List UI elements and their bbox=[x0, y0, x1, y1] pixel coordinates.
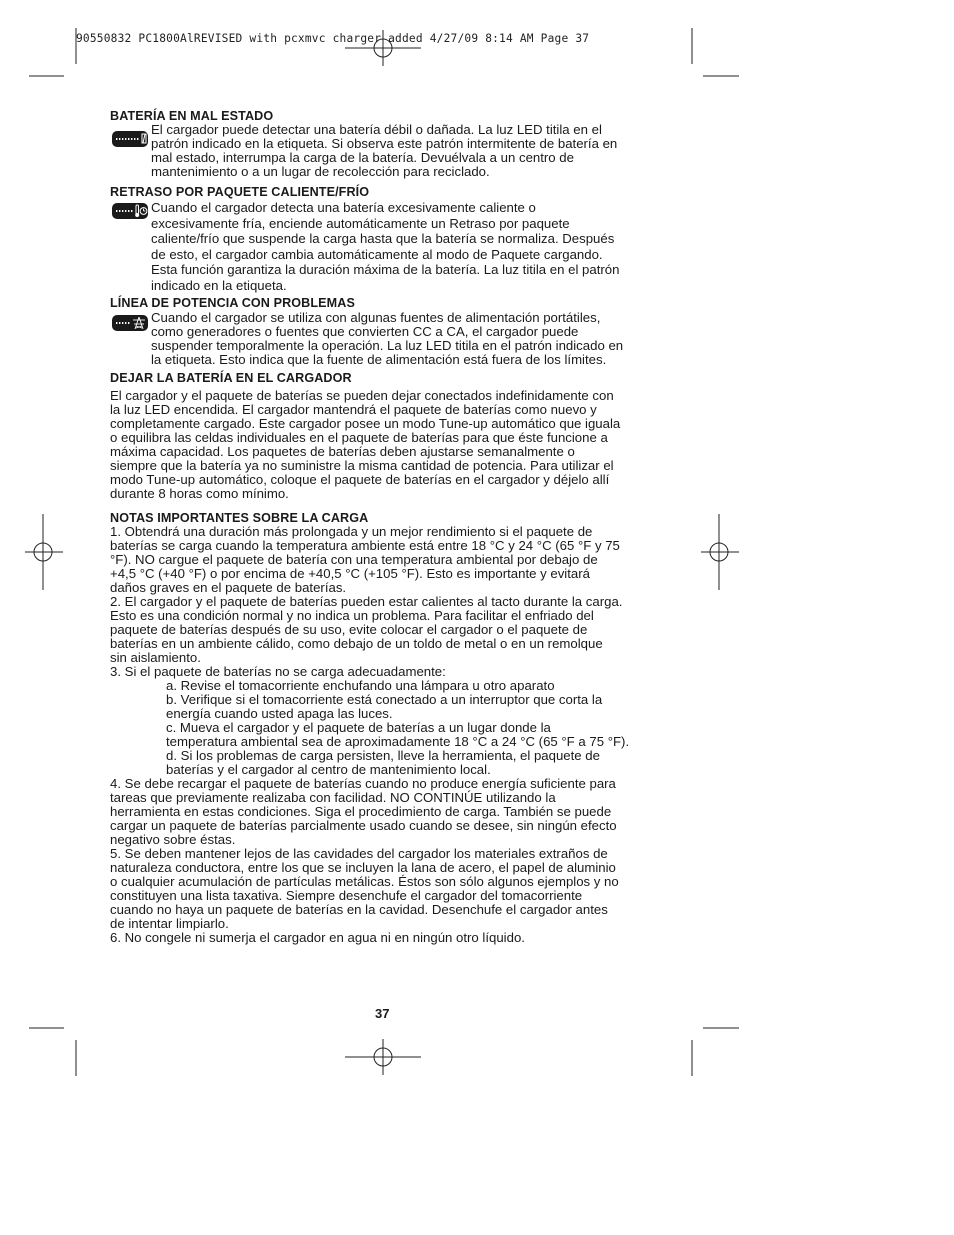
text-line: máxima capacidad. Los paquetes de baterías deben ajustarse semanalmente o bbox=[110, 444, 575, 459]
important-notes-items-1-3 bbox=[110, 525, 622, 679]
heading-bad-battery: BATERÍA EN MAL ESTADO bbox=[110, 109, 274, 123]
text-line: baterías se carga cuando la temperatura ambiente está entre 18 °C y 24 °C (65 °F y 75 bbox=[110, 538, 620, 553]
problem-power-line-text bbox=[151, 311, 623, 367]
text-line: o equilibra las celdas individuales en el paquete de baterías para que éste funcione a bbox=[110, 430, 608, 445]
text-line: patrón indicado en la etiqueta. Si observa este patrón intermitente de batería en bbox=[151, 136, 618, 151]
text-line: o cualquier acumulación de partículas metálicas. Éstos son sólo algunos ejemplos y no bbox=[110, 874, 619, 889]
text-line: suspender temporalmente la operación. La luz LED titila en el patrón indicado en bbox=[151, 338, 624, 353]
heading-hot-cold-delay: RETRASO POR PAQUETE CALIENTE/FRÍO bbox=[110, 185, 370, 199]
text-line: 4. Se debe recargar el paquete de baterías cuando no produce energía suficiente para bbox=[110, 776, 616, 791]
text-line: El cargador y el paquete de baterías se pueden dejar conectados indefinidamente con bbox=[110, 388, 614, 403]
text-line: Cuando el cargador se utiliza con algunas fuentes de alimentación portátiles, bbox=[151, 310, 601, 325]
text-line: de intentar limpiarlo. bbox=[110, 916, 229, 931]
bad-battery-text bbox=[151, 123, 617, 179]
text-line: 5. Se deben mantener lejos de las cavidades del cargador los materiales extraños de bbox=[110, 846, 608, 861]
text-line: cuando no haya un paquete de baterías en la cavidad. Desenchufe el cargador antes bbox=[110, 902, 608, 917]
text-line: c. Mueva el cargador y el paquete de baterías a un lugar donde la bbox=[166, 720, 551, 735]
text-line: cargar un paquete de baterías parcialmente usado cuando se desee, sin ningún efecto bbox=[110, 818, 617, 833]
text-line: tareas que previamente realizaba con facilidad. NO CONTINÚE utilizando la bbox=[110, 790, 556, 805]
power-line-tower-icon bbox=[112, 315, 148, 331]
text-line: mal estado, interrumpa la carga de la batería. Devuélvala a un centro de bbox=[151, 150, 574, 165]
text-line: °F). NO cargue el paquete de batería con una temperatura ambiental por debajo de bbox=[110, 552, 598, 567]
text-line: Esto es una condición normal y no indica un problema. Para facilitar el enfriado del bbox=[110, 608, 594, 623]
text-line: siempre que la batería ya no suministre la misma cantidad de potencia. Para utilizar el bbox=[110, 458, 614, 473]
text-line: daños graves en el paquete de baterías. bbox=[110, 580, 347, 595]
text-line: baterías en un ambiente cálido, como debajo de un toldo de metal o en un remolque bbox=[110, 636, 603, 651]
text-line: a. Revise el tomacorriente enchufando una lámpara u otro aparato bbox=[166, 678, 555, 693]
text-line: paquete de baterías después de su uso, evite colocar el cargador o el paquete de bbox=[110, 622, 588, 637]
leave-battery-in-charger-text bbox=[110, 389, 620, 501]
text-line: negativo sobre éstas. bbox=[110, 832, 236, 847]
text-line: d. Si los problemas de carga persisten, lleve la herramienta, el paquete de bbox=[166, 748, 600, 763]
text-line: 6. No congele ni sumerja el cargador en agua ni en ningún otro líquido. bbox=[110, 930, 525, 945]
text-line: temperatura ambiental sea de aproximadamente 18 °C a 24 °C (65 °F a 75 °F). bbox=[166, 734, 630, 749]
text-line: excesivamente fría, enciende automáticamente un Retraso por paquete bbox=[151, 215, 570, 231]
text-line: indicado en la etiqueta. bbox=[151, 277, 287, 293]
print-slug-line: 90550832 PC1800AlREVISED with pcxmvc charger added 4/27/09 8:14 AM Page 37 bbox=[76, 32, 590, 45]
heading-important-charging-notes: NOTAS IMPORTANTES SOBRE LA CARGA bbox=[110, 511, 369, 525]
important-notes-items-4-6 bbox=[110, 777, 619, 945]
text-line: energía cuando usted apaga las luces. bbox=[166, 706, 393, 721]
heading-problem-power-line: LÍNEA DE POTENCIA CON PROBLEMAS bbox=[110, 296, 355, 310]
text-line: completamente cargado. Este cargador posee un modo Tune-up automático que iguala bbox=[110, 416, 621, 431]
important-notes-sub-items bbox=[166, 679, 629, 777]
text-line: Cuando el cargador detecta una batería excesivamente caliente o bbox=[151, 200, 536, 215]
text-line: 1. Obtendrá una duración más prolongada y un mejor rendimiento si el paquete de bbox=[110, 524, 593, 539]
page-number: 37 bbox=[375, 1006, 390, 1021]
text-line: como generadores o fuentes que convierten CC a CA, el cargador puede bbox=[151, 324, 579, 339]
text-line: la luz LED encendida. El cargador mantendrá el paquete de baterías como nuevo y bbox=[110, 402, 597, 417]
hot-cold-delay-text bbox=[151, 200, 619, 293]
text-line: 3. Si el paquete de baterías no se carga adecuadamente: bbox=[110, 664, 446, 679]
text-line: caliente/frío que suspende la carga hasta que la batería se normaliza. Después bbox=[151, 231, 615, 246]
text-line: naturaleza conductora, entre los que se incluyen la lana de acero, el papel de aluminio bbox=[110, 860, 616, 875]
text-line: herramienta en estas condiciones. Siga el procedimiento de carga. También se puede bbox=[110, 804, 612, 819]
text-line: mantenimiento o a un lugar de recolección para reciclado. bbox=[151, 164, 490, 179]
hot-cold-delay-thermometer-icon bbox=[112, 203, 148, 219]
text-line: 2. El cargador y el paquete de baterías pueden estar calientes al tacto durante la carga. bbox=[110, 594, 623, 609]
heading-leave-battery-in-charger: DEJAR LA BATERÍA EN EL CARGADOR bbox=[110, 371, 352, 385]
text-line: la etiqueta. Esto indica que la fuente de alimentación está fuera de los límites. bbox=[151, 352, 607, 367]
text-line: de esto, el cargador cambia automáticamente al modo de Paquete cargando. bbox=[151, 246, 603, 262]
text-line: sin aislamiento. bbox=[110, 650, 201, 665]
bad-battery-led-pattern-icon bbox=[112, 131, 148, 147]
text-line: Esta función garantiza la duración máxima de la batería. La luz titila en el patrón bbox=[151, 262, 620, 277]
text-line: baterías y el cargador al centro de mantenimiento local. bbox=[166, 762, 491, 777]
text-line: b. Verifique si el tomacorriente está conectado a un interruptor que corta la bbox=[166, 692, 603, 707]
text-line: modo Tune-up automático, coloque el paquete de baterías en el cargador y déjelo allí bbox=[110, 472, 610, 487]
text-line: durante 8 horas como mínimo. bbox=[110, 486, 289, 501]
text-line: constituyen una lista taxativa. Siempre desenchufe el cargador del tomacorriente bbox=[110, 888, 583, 903]
text-line: El cargador puede detectar una batería débil o dañada. La luz LED titila en el bbox=[151, 122, 602, 137]
text-line: +4,5 °C (+40 °F) o por encima de +40,5 °C (+105 °F). Esto es importante y evitará bbox=[110, 566, 590, 581]
